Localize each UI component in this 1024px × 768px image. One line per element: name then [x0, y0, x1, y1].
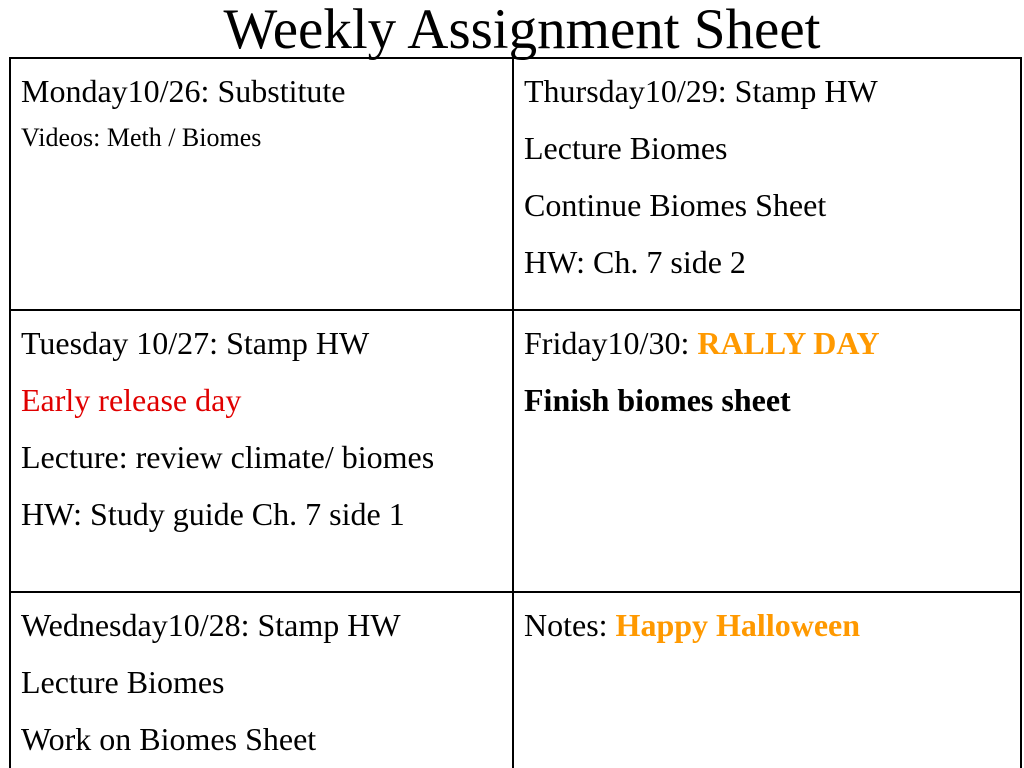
wednesday-cell: [11, 593, 514, 768]
monday-cell: [11, 59, 514, 311]
thursday-line-2: Continue Biomes Sheet: [524, 187, 827, 223]
friday-heading-prefix: Friday10/30:: [524, 325, 698, 361]
wednesday-line-2: Work on Biomes Sheet: [21, 721, 317, 757]
wednesday-heading: Wednesday10/28: Stamp HW: [21, 607, 401, 643]
page-title: Weekly Assignment Sheet: [223, 0, 821, 61]
thursday-line-3: HW: Ch. 7 side 2: [524, 244, 746, 280]
notes-cell: [514, 593, 1022, 768]
rally-day-highlight: RALLY DAY: [697, 325, 880, 361]
notes-prefix: Notes:: [524, 607, 616, 643]
assignment-table: [9, 57, 1022, 768]
tuesday-hw: HW: Study guide Ch. 7 side 1: [21, 496, 405, 532]
friday-cell: [514, 311, 1022, 593]
thursday-cell: [514, 59, 1022, 311]
tuesday-early-release: Early release day: [21, 382, 242, 418]
tuesday-cell: [11, 311, 514, 593]
monday-videos: Videos: Meth / Biomes: [21, 123, 262, 152]
notes-line: [524, 605, 1010, 645]
thursday-heading: Thursday10/29: Stamp HW: [524, 73, 878, 109]
wednesday-line-1: Lecture Biomes: [21, 664, 225, 700]
monday-heading: Monday10/26: Substitute: [21, 73, 346, 109]
thursday-line-1: Lecture Biomes: [524, 130, 728, 166]
tuesday-lecture: Lecture: review climate/ biomes: [21, 439, 435, 475]
halloween-highlight: Happy Halloween: [615, 607, 861, 643]
friday-heading: [524, 323, 1010, 363]
friday-task: Finish biomes sheet: [524, 382, 791, 418]
tuesday-heading: Tuesday 10/27: Stamp HW: [21, 325, 370, 361]
